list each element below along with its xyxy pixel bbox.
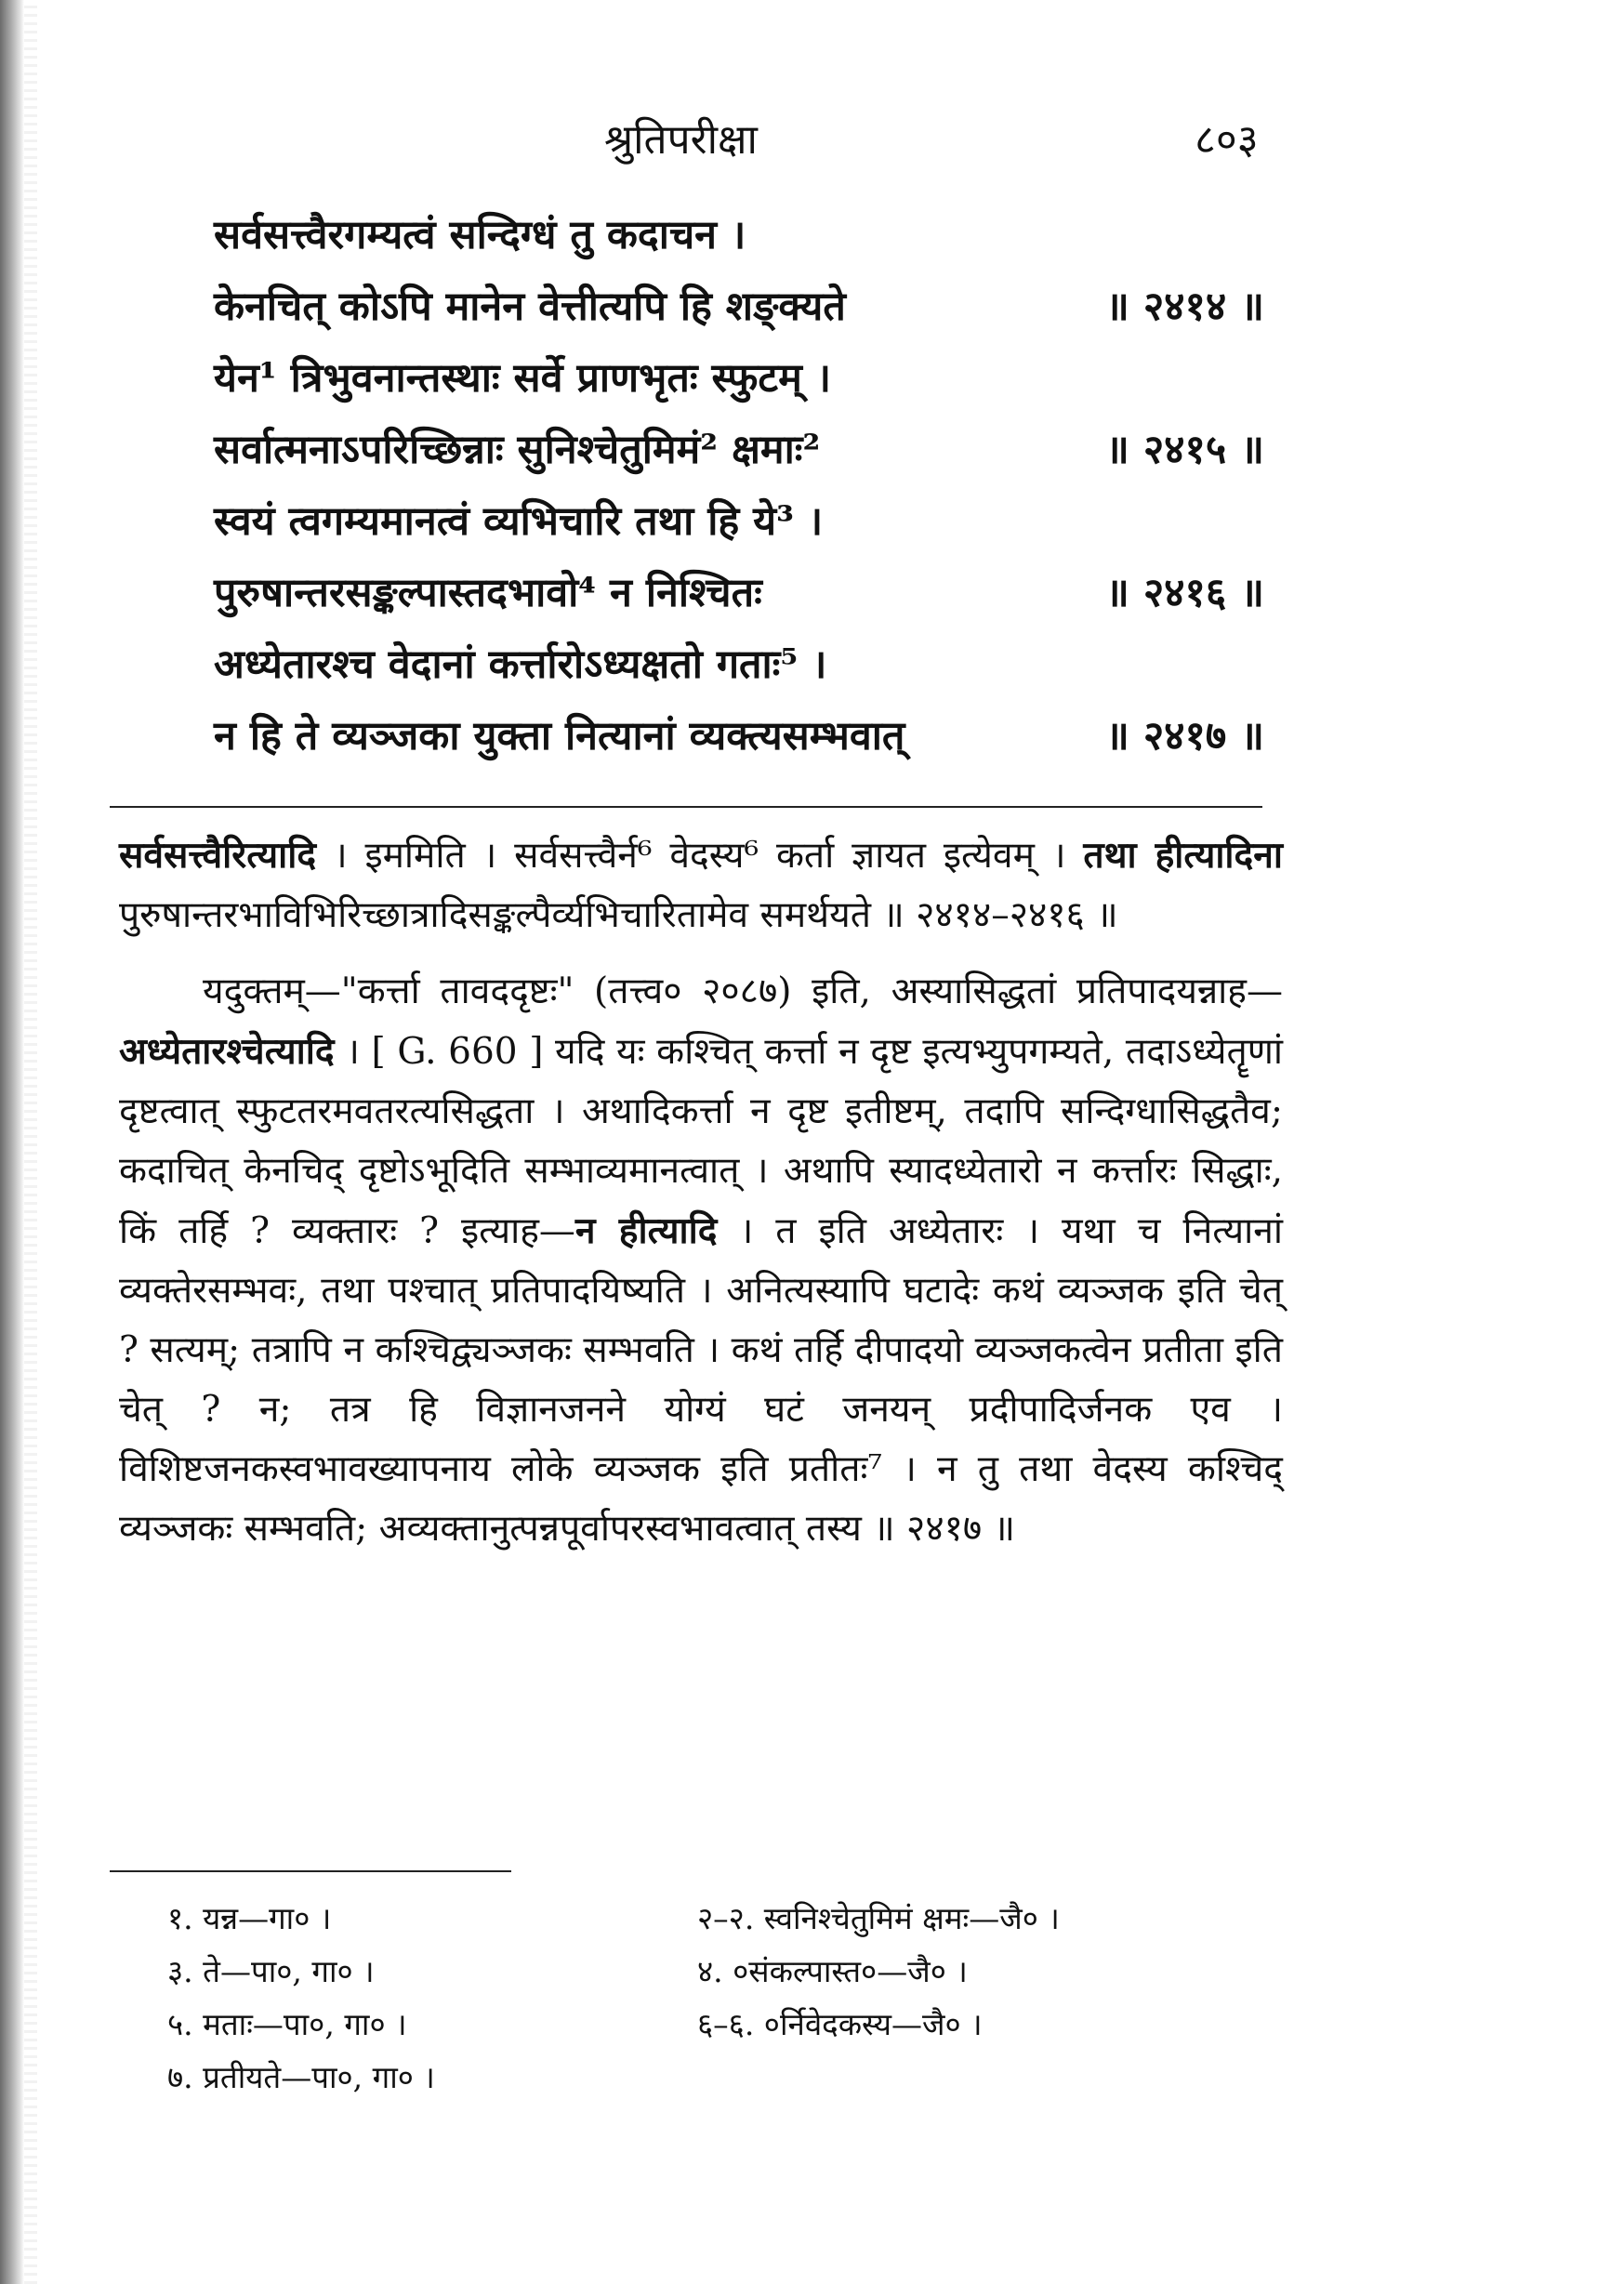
verse-number: ॥ २४१७ ॥ xyxy=(1105,713,1264,759)
verse-number: ॥ २४१५ ॥ xyxy=(1105,427,1264,473)
footnote-row xyxy=(167,1998,1227,2051)
pratika-lemma: तथा हीत्यादिना xyxy=(1083,834,1283,877)
footnote: १. यन्न—गा० । xyxy=(167,1900,332,1936)
verse-line xyxy=(214,343,1264,415)
running-head: श्रुतिपरीक्षा xyxy=(604,116,758,164)
commentary-text: । इममिति । सर्वसत्त्वैर्न⁶ वेदस्य⁶ कर्ता ज्ञायत इत्येवम् । xyxy=(316,835,1084,877)
page-number: ८०३ xyxy=(1195,116,1259,164)
footnote: २–२. स्वनिश्चेतुमिमं क्षमः—जै० । xyxy=(697,1900,1060,1936)
footnote-row xyxy=(167,2051,1227,2104)
verse-text: येन¹ त्रिभुवनान्तस्थाः सर्वे प्राणभृतः स्फुटम् । xyxy=(214,355,832,402)
commentary-text: । त इति अध्येतारः । यथा च नित्यानां व्यक्तेरसम्भवः, तथा पश्चात् प्रतिपादयिष्यति । अनित्यस्यापि घटादेः कथं व्यञ्जक इति चेत् ? सत्यम्; तत्रापि न कश्चिद्व्यञ्जकः सम्भवति । कथं तर्हि दीपादयो व्यञ्जकत्वेन प्रतीता इति चेत् ? न; तत्र हि विज्ञानजनने योग्यं घटं जनयन् प्रदीपादिर्जनक एव । विशिष्टजनकस्वभावख्यापनाय लोके व्यञ्जक इति प्रतीतः⁷ । न तु तथा वेदस्य कश्चिद् व्यञ्जकः सम्भवति; अव्यक्तानुत्पन्नपूर्वापरस्वभावत्वात् तस्य ॥ २४१७ ॥ xyxy=(119,1210,1284,1550)
verse-text: सर्वसत्त्वैरगम्यत्वं सन्दिग्धं तु कदाचन । xyxy=(214,212,746,258)
verse-text: केनचित् कोऽपि मानेन वेत्तीत्यपि हि शङ्क्यते xyxy=(214,284,846,330)
commentary-paragraph xyxy=(119,962,1283,1559)
verse-line xyxy=(214,415,1264,486)
verse-commentary-divider xyxy=(110,806,1262,808)
commentary-paragraph xyxy=(119,825,1283,945)
book-binding-edge xyxy=(0,0,24,2284)
verse-text: न हि ते व्यञ्जका युक्ता नित्यानां व्यक्त्यसम्भवात् xyxy=(214,713,905,759)
footnote: ३. ते—पा०, गा० । xyxy=(167,1953,375,1989)
verse-number: ॥ २४१४ ॥ xyxy=(1105,284,1264,330)
pratika-lemma: सर्वसत्त्वैरित्यादि xyxy=(119,834,317,877)
footnote: ४. ०संकल्पास्त०—जै० । xyxy=(697,1953,968,1989)
commentary-block xyxy=(119,825,1283,1576)
book-binding-shadow xyxy=(24,0,37,2284)
verse-text: सर्वात्मनाऽपरिच्छिन्नाः सुनिश्चेतुमिमं² क्षमाः² xyxy=(214,427,821,473)
verse-text: अध्येतारश्च वेदानां कर्त्तारोऽध्यक्षतो गताः⁵ । xyxy=(214,641,827,688)
footnote: ५. मताः—पा०, गा० । xyxy=(167,2006,407,2042)
commentary-text: । [ G. 660 ] यदि यः कश्चित् कर्त्ता न दृष्ट इत्यभ्युपगम्यते, तदाऽध्येतॄणां दृष्टत्वात् स्फुटतरमवतरत्यसिद्धता । अथादिकर्त्ता न दृष्ट इतीष्टम्, तदापि सन्दिग्धासिद्धतैव; कदाचित् केनचिद् दृष्टोऽभूदिति सम्भाव्यमानत्वात् । अथापि स्यादध्येतारो न कर्त्तारः सिद्धाः, किं तर्हि ? व्यक्तारः ? इत्याह— xyxy=(119,1031,1283,1252)
verse-block xyxy=(214,200,1264,772)
verse-text: स्वयं त्वगम्यमानत्वं व्यभिचारि तथा हि ये³ । xyxy=(214,498,824,545)
verse-text: पुरुषान्तरसङ्कल्पास्तदभावो⁴ न निश्चितः xyxy=(214,570,762,616)
footnote-row xyxy=(167,1945,1227,1998)
verse-line xyxy=(214,271,1264,343)
pratika-lemma: न हीत्यादि xyxy=(574,1209,718,1252)
footnote-divider xyxy=(110,1870,511,1872)
verse-line xyxy=(214,486,1264,558)
verse-line xyxy=(214,558,1264,629)
verse-line xyxy=(214,200,1264,271)
commentary-text: यदुक्तम्—"कर्त्ता तावददृष्टः" (तत्त्व० २०८७) इति, अस्यासिद्धतां प्रतिपादयन्नाह— xyxy=(203,970,1283,1012)
footnote-row xyxy=(167,1892,1227,1945)
verse-line xyxy=(214,629,1264,701)
verse-line xyxy=(214,701,1264,772)
footnotes-block xyxy=(167,1892,1227,2104)
page-header xyxy=(0,110,1624,169)
footnote: ७. प्रतीयते—पा०, गा० । xyxy=(167,2059,435,2095)
commentary-text: पुरुषान्तरभाविभिरिच्छात्रादिसङ्कल्पैर्व्यभिचारितामेव समर्थयते ॥ २४१४–२४१६ ॥ xyxy=(119,894,1118,936)
pratika-lemma: अध्येतारश्चेत्यादि xyxy=(119,1030,335,1073)
footnote: ६–६. ०र्निवेदकस्य—जै० । xyxy=(697,2006,983,2042)
verse-number: ॥ २४१६ ॥ xyxy=(1105,570,1264,616)
